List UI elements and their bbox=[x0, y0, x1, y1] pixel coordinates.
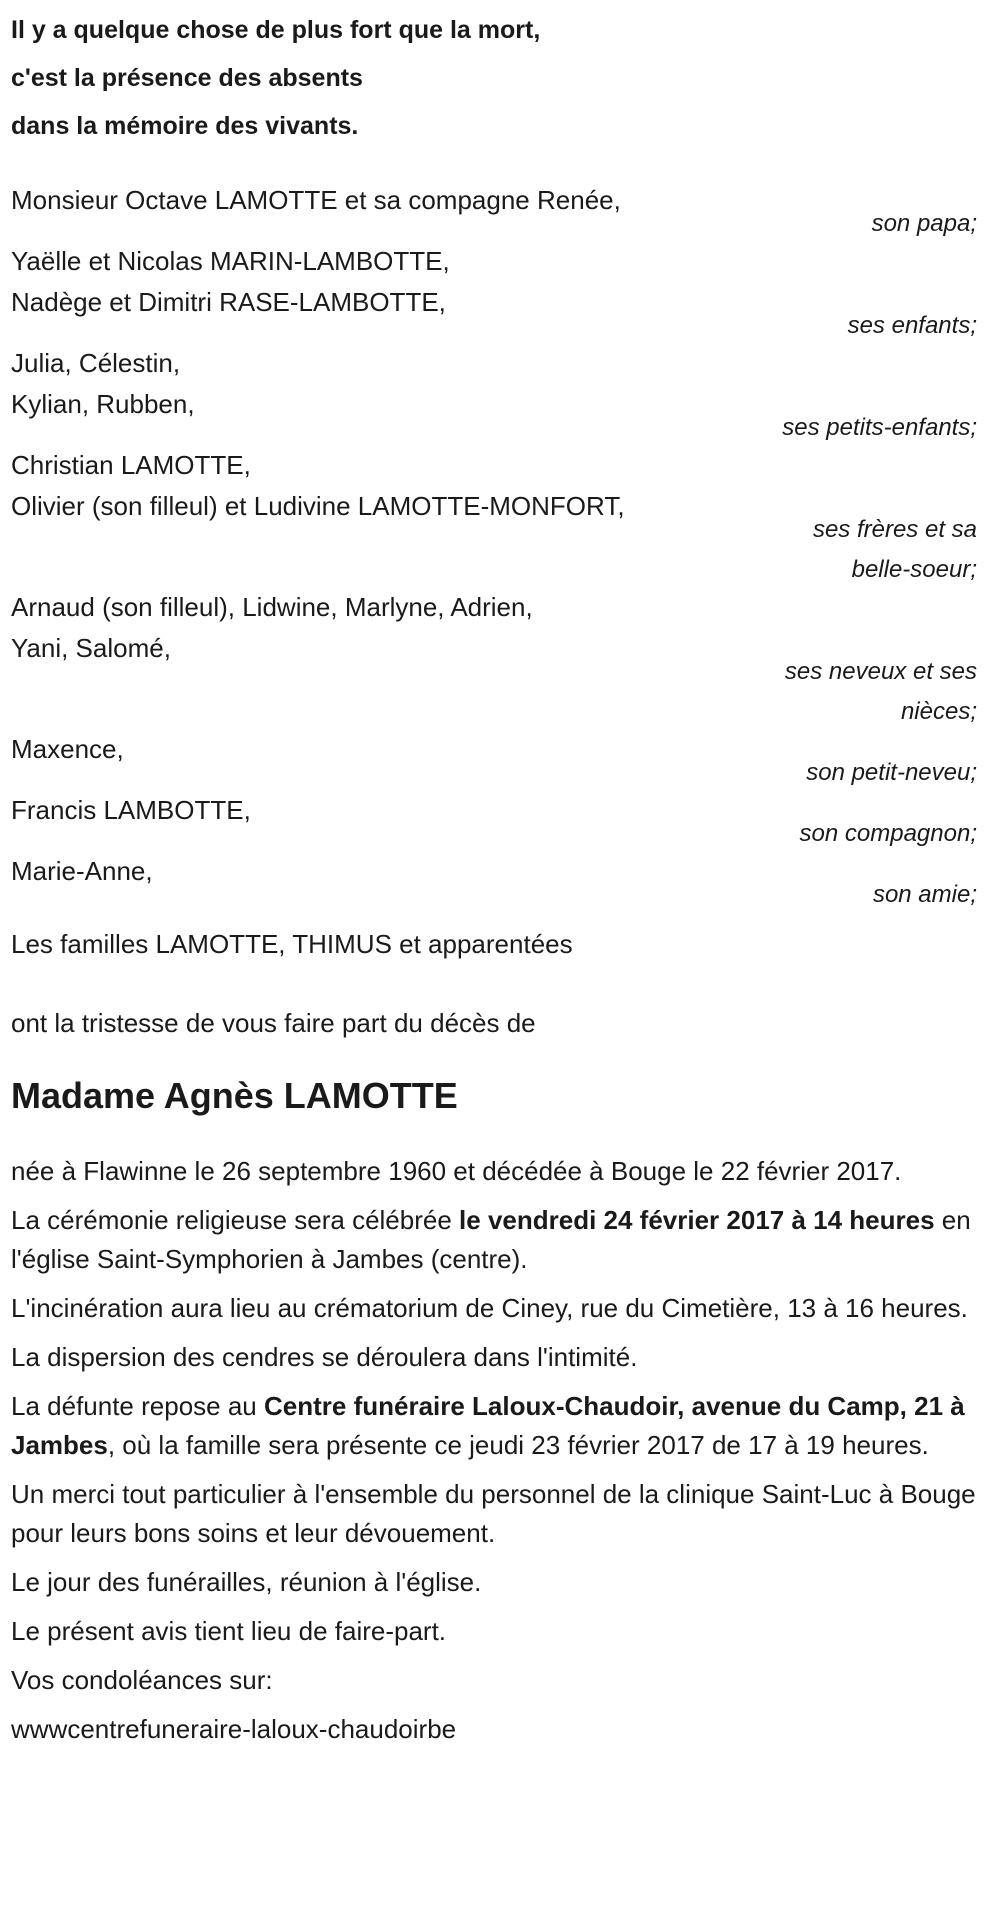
notice: Le présent avis tient lieu de faire-part. bbox=[11, 1616, 447, 1646]
member-line: Yaëlle et Nicolas MARIN-LAMBOTTE, bbox=[11, 246, 450, 276]
repose-text: La défunte repose au bbox=[11, 1391, 264, 1421]
meeting-info: Le jour des funérailles, réunion à l'église. bbox=[11, 1567, 482, 1597]
member-line: Kylian, Rubben, bbox=[11, 389, 195, 419]
repose-place: Centre funéraire Laloux-Chaudoir, avenue du Camp, 21 à Jambes bbox=[11, 1391, 965, 1460]
family-group bbox=[11, 343, 977, 448]
quote-line: dans la mémoire des vivants. bbox=[11, 112, 359, 140]
member-line: Nadège et Dimitri RASE-LAMBOTTE, bbox=[11, 287, 446, 317]
relationship-line: ses frères et sa bbox=[812, 516, 977, 543]
relationship-line: son compagnon; bbox=[799, 820, 977, 847]
family-group bbox=[11, 241, 977, 346]
opening-quote bbox=[11, 6, 977, 150]
relationship bbox=[11, 753, 977, 793]
website-link[interactable]: wwwcentrefuneraire-laloux-chaudoirbe bbox=[11, 1714, 457, 1744]
family-group bbox=[11, 790, 977, 854]
member-line: Monsieur Octave LAMOTTE et sa compagne Renée, bbox=[11, 185, 621, 215]
relationship-line: ses enfants; bbox=[847, 312, 977, 339]
ceremony-place: en l'église Saint-Symphorien à Jambes (centre). bbox=[11, 1205, 971, 1274]
member-line: Yani, Salomé, bbox=[11, 633, 171, 663]
incineration-info: L'incinération aura lieu au crématorium de Ciney, rue du Cimetière, 13 à 16 heures. bbox=[11, 1293, 968, 1323]
ceremony-date: le vendredi 24 février 2017 à 14 heures bbox=[459, 1205, 935, 1235]
deceased-name: Madame Agnès LAMOTTE bbox=[11, 1075, 458, 1116]
member-line: Christian LAMOTTE, bbox=[11, 450, 251, 480]
family-group bbox=[11, 445, 977, 590]
dispersion-info: La dispersion des cendres se déroulera dans l'intimité. bbox=[11, 1342, 638, 1372]
birth-death-info: née à Flawinne le 26 septembre 1960 et décédée à Bouge le 22 février 2017. bbox=[11, 1156, 902, 1186]
family-group bbox=[11, 729, 977, 793]
relationship-line: son papa; bbox=[871, 210, 977, 237]
member-line: Francis LAMBOTTE, bbox=[11, 795, 251, 825]
member-line: Olivier (son filleul) et Ludivine LAMOTTE-MONFORT, bbox=[11, 491, 625, 521]
relationship-line: ses neveux et ses bbox=[784, 658, 977, 685]
member-line: Julia, Célestin, bbox=[11, 348, 181, 378]
announcement-intro: ont la tristesse de vous faire part du décès de bbox=[11, 1008, 536, 1038]
quote-line: c'est la présence des absents bbox=[11, 64, 363, 92]
member-line: Maxence, bbox=[11, 734, 124, 764]
relationship-line: son amie; bbox=[872, 881, 977, 908]
thanks: Un merci tout particulier à l'ensemble du personnel de la clinique Saint-Luc à Bouge pour leurs bons soins et leur dévouement. bbox=[11, 1479, 976, 1548]
relationship-line: ses petits-enfants; bbox=[782, 414, 977, 441]
family-group bbox=[11, 587, 977, 732]
repose-info bbox=[11, 1387, 977, 1465]
repose-visit: , où la famille sera présente ce jeudi 23 février 2017 de 17 à 19 heures. bbox=[107, 1430, 929, 1460]
family-group bbox=[11, 851, 977, 915]
quote-line: Il y a quelque chose de plus fort que la mort, bbox=[11, 16, 541, 44]
relationship-line: nièces; bbox=[900, 698, 977, 725]
family-group bbox=[11, 180, 977, 244]
relationship bbox=[11, 875, 977, 915]
relationship-line: son petit-neveu; bbox=[806, 759, 977, 786]
relationship-line: belle-soeur; bbox=[851, 556, 977, 583]
condolences-label: Vos condoléances sur: bbox=[11, 1665, 273, 1695]
ceremony-text: La cérémonie religieuse sera célébrée bbox=[11, 1205, 460, 1235]
family-list bbox=[11, 180, 977, 915]
families-line: Les familles LAMOTTE, THIMUS et apparentées bbox=[11, 929, 573, 959]
member-line: Arnaud (son filleul), Lidwine, Marlyne, Adrien, bbox=[11, 592, 533, 622]
member-line: Marie-Anne, bbox=[11, 856, 153, 886]
ceremony-info bbox=[11, 1201, 977, 1279]
